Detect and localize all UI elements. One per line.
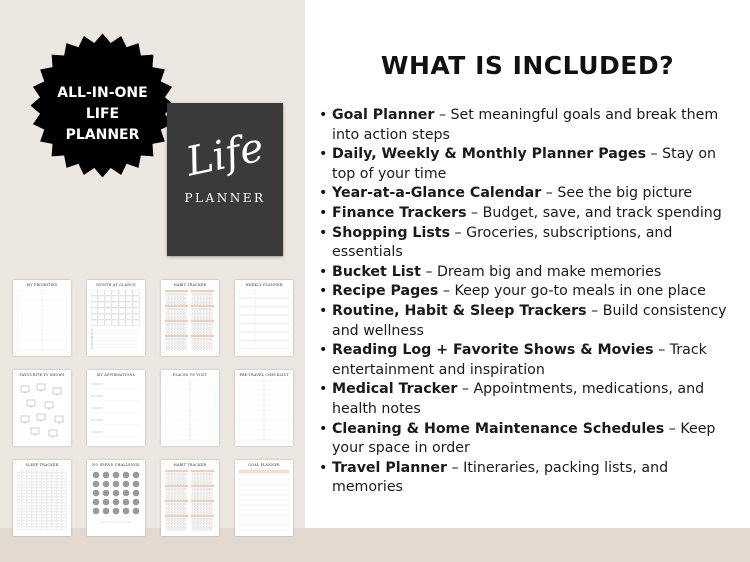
thumbnail-title: HABIT TRACKER — [173, 463, 207, 467]
thumbnail-weekly — [235, 280, 293, 356]
feature-description: – Keep your space in order — [332, 420, 716, 457]
feature-item — [332, 302, 740, 341]
thumbnail-title: FAVOURITE TV SHOWS — [19, 373, 65, 377]
thumbnail-body — [239, 470, 289, 532]
feature-list — [332, 106, 740, 498]
thumbnail-travel — [235, 370, 293, 446]
thumbnail-body — [91, 380, 141, 442]
feature-item — [332, 224, 740, 263]
feature-item — [332, 380, 740, 419]
feature-item — [332, 106, 740, 145]
starburst-badge — [30, 33, 175, 178]
page-title: WHAT IS INCLUDED? — [380, 50, 675, 80]
thumbnail-title: HABIT TRACKER — [173, 283, 207, 287]
thumbnail-title: MY AFFIRMATIONS — [96, 373, 136, 377]
badge-text — [30, 83, 175, 146]
feature-title: Medical Tracker — [332, 381, 458, 398]
badge-line: ALL-IN-ONE — [57, 85, 148, 101]
thumbnail-title: MY PRIORITIES — [26, 283, 58, 287]
feature-description: – See the big picture — [541, 185, 693, 202]
thumbnail-title: NO SPEND CHALLENGE — [92, 463, 140, 467]
thumbnail-body — [91, 470, 141, 532]
thumbnail-body — [17, 380, 67, 442]
feature-title: Bucket List — [332, 263, 421, 280]
planner-cover — [167, 103, 283, 256]
feature-description: – Set meaningful goals and break them into action steps — [332, 107, 719, 143]
thumbnail-habit — [161, 280, 219, 356]
feature-description: – Appointments, medications, and health notes — [332, 381, 705, 417]
thumbnail-title: GOAL PLANNER — [248, 463, 280, 467]
feature-title: Goal Planner — [332, 107, 435, 123]
feature-title: Year-at-a-Glance Calendar — [332, 185, 542, 202]
thumbnail-body — [165, 470, 215, 532]
thumbnail-nospend — [87, 460, 145, 536]
feature-title: Cleaning & Home Maintenance Schedules — [332, 420, 665, 437]
thumbnail-tv — [13, 370, 71, 446]
thumbnail-body — [17, 290, 67, 352]
feature-title: Routine, Habit & Sleep Trackers — [332, 302, 587, 319]
feature-title: Daily, Weekly & Monthly Planner Pages — [332, 146, 647, 163]
thumbnail-body — [239, 380, 289, 442]
feature-description: – Keep your go-to meals in one place — [438, 283, 706, 300]
feature-description: – Track entertainment and inspiration — [332, 342, 707, 378]
thumbnail-sleep — [13, 460, 71, 536]
feature-item — [332, 341, 740, 380]
thumbnail-title: PLACES TO VISIT — [172, 373, 208, 377]
feature-description: – Groceries, subscriptions, and essentials — [332, 224, 673, 261]
badge-line: PLANNER — [65, 127, 140, 143]
thumbnail-body — [165, 290, 215, 352]
thumbnail-title: SLEEP TRACKER — [25, 463, 59, 467]
feature-description: – Budget, save, and track spending — [466, 204, 722, 221]
thumbnail-priorities — [13, 280, 71, 356]
feature-title: Reading Log + Favorite Shows & Movies — [332, 342, 654, 359]
feature-item — [332, 145, 740, 184]
thumbnail-title: MONTH AT GLANCE — [96, 283, 136, 287]
thumbnail-month — [87, 280, 145, 356]
thumbnail-habit — [161, 460, 219, 536]
feature-item — [332, 420, 740, 459]
thumbnail-affirm — [87, 370, 145, 446]
cover-script-title: Life — [182, 124, 268, 186]
feature-item — [332, 184, 740, 204]
thumbnail-places — [161, 370, 219, 446]
thumbnail-title: WEEKLY PLANNER — [245, 283, 283, 287]
feature-title: Recipe Pages — [332, 283, 439, 300]
thumbnail-title: PRE-TRAVEL CHECKLIST — [239, 373, 289, 377]
feature-description: – Stay on top of your time — [332, 146, 717, 182]
feature-title: Shopping Lists — [332, 224, 451, 241]
feature-description: – Dream big and make memories — [420, 263, 662, 280]
thumbnail-body — [91, 290, 141, 352]
feature-description: – Build consistency and wellness — [332, 302, 727, 339]
feature-title: Finance Trackers — [332, 204, 467, 221]
feature-item — [332, 263, 740, 283]
cover-word: PLANNER — [184, 191, 266, 205]
badge-line: LIFE — [85, 106, 120, 122]
thumbnail-body — [239, 290, 289, 352]
thumbnail-body — [165, 380, 215, 442]
thumbnail-goal — [235, 460, 293, 536]
feature-item — [332, 204, 740, 224]
feature-title: Travel Planner — [332, 459, 448, 476]
feature-item — [332, 282, 740, 302]
feature-item — [332, 459, 740, 498]
feature-description: – Itineraries, packing lists, and memories — [332, 459, 669, 496]
thumbnail-body — [17, 470, 67, 532]
